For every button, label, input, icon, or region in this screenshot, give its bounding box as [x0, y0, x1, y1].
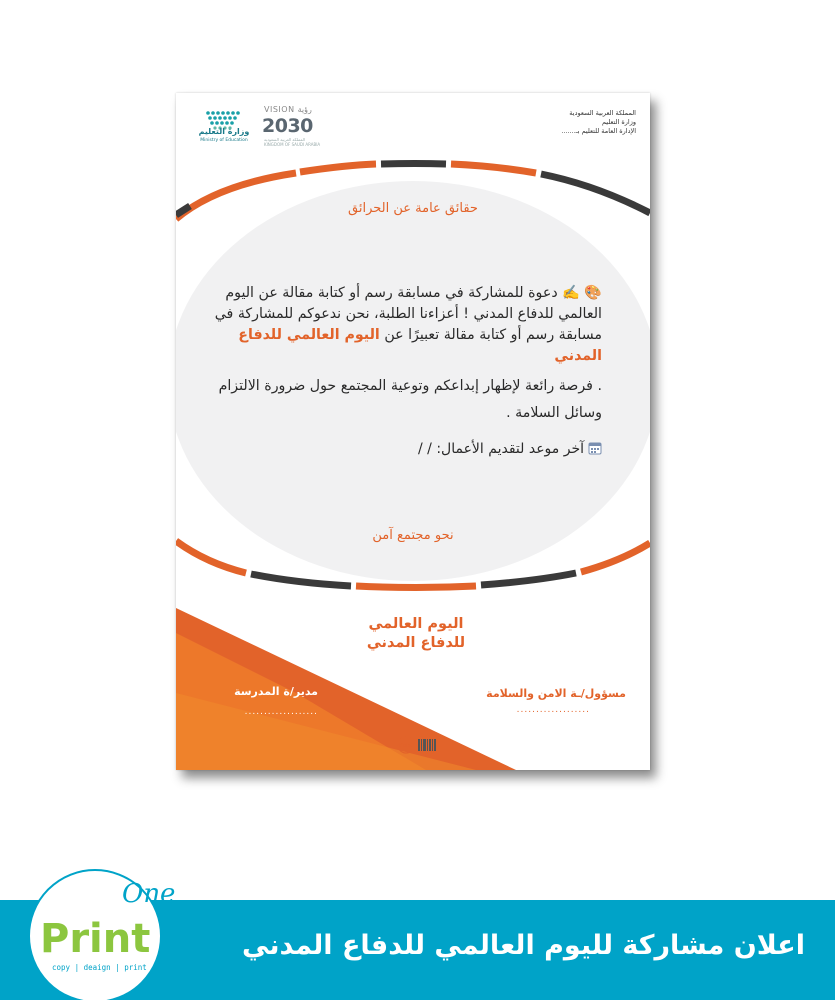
facts-title: حقائق عامة عن الحرائق	[348, 201, 478, 216]
svg-text:Print: Print	[399, 743, 413, 749]
header-institution	[506, 109, 636, 136]
vision-subtitle: المملكة العربية السعودية KINGDOM OF SAUDI ARABIA	[264, 137, 321, 147]
vision-label: VISION رؤية	[264, 105, 312, 114]
closing-line: . فرصة رائعة لإظهار إبداعكم وتوعية المجتمع حول ضرورة الالتزام وسائل السلامة .	[218, 378, 602, 421]
deadline-text: آخر موعد لتقديم الأعمال: / /	[418, 441, 584, 457]
logo-tagline: copy | deaign | print	[52, 963, 147, 972]
moe-logo-arabic: وزارة التعليم	[198, 127, 250, 136]
one-print-logo	[10, 856, 180, 1000]
invite-line: 🎨 ✍️ دعوة للمشاركة في مسابقة رسم أو كتابة مقالة عن اليوم العالمي للدفاع المدني ! أعزاءنا الطلبة، نحن ندعوكم للمشاركة في مسابقة رسم أو كتابة مقالة تعبيرًا عن	[214, 285, 602, 343]
safe-society-title: نحو مجتمع آمن	[372, 528, 454, 543]
calendar-icon	[588, 441, 602, 455]
banner-title: اعلان مشاركة لليوم العالمي للدفاع المدني	[242, 930, 805, 961]
moe-logo-english: Ministry of Education	[200, 138, 248, 143]
day-title-line-2: للدفاع المدني	[366, 635, 466, 651]
highlight-text: اليوم العالمي للدفاع المدني	[238, 327, 602, 364]
logo-one-text: One	[122, 879, 176, 909]
poster	[176, 93, 650, 770]
principal-label: مدير/ة المدرسة	[234, 685, 318, 698]
vision-year: 2030	[262, 115, 313, 137]
safety-officer-signature-line: ...................	[516, 705, 590, 715]
country-label: المملكة العربية السعودية	[569, 109, 636, 117]
deadline-line	[204, 441, 602, 457]
safety-officer-label: مسؤول/ـة الامن والسلامة	[486, 687, 626, 700]
principal-signature-line: ...................	[244, 707, 318, 717]
ministry-label: وزارة التعليم	[601, 118, 636, 126]
civil-defense-day-title	[326, 615, 506, 653]
invitation-text	[204, 283, 602, 427]
department-label: الإدارة العامة للتعليم بـ.......	[561, 127, 636, 135]
print-shop-footer-logo	[394, 733, 438, 757]
poster-decoration	[176, 93, 650, 770]
logo-print-text: Print	[40, 916, 151, 962]
day-title-line-1: اليوم العالمي	[368, 616, 464, 632]
